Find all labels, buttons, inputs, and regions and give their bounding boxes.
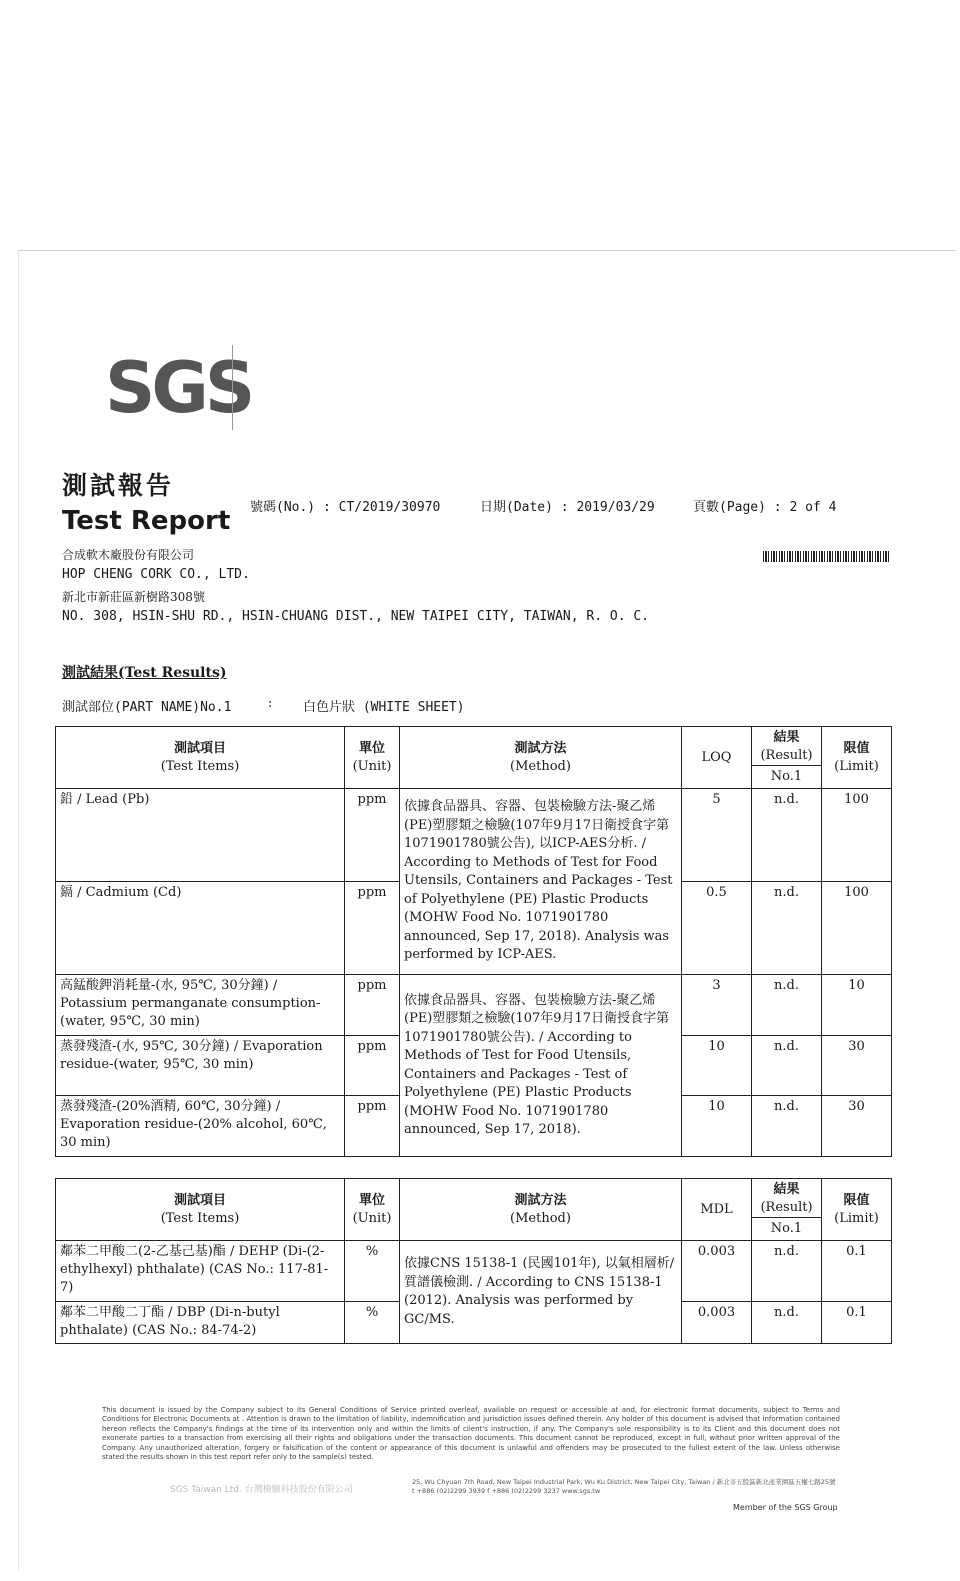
loq-cell: 10 (682, 1036, 752, 1096)
customer-address-en: NO. 308, HSIN-SHU RD., HSIN-CHUANG DIST., NEW TAIPEI CITY, TAIWAN, R. O. C. (62, 609, 649, 624)
footer-address (412, 1478, 836, 1496)
test-item-cell: 鉛 / Lead (Pb) (56, 789, 345, 882)
sgs-logo (105, 347, 252, 429)
limit-cell: 0.1 (822, 1241, 892, 1302)
limit-cell: 30 (822, 1036, 892, 1096)
report-number: 號碼(No.) : CT/2019/30970 (250, 500, 441, 515)
result-cell: n.d. (752, 882, 822, 975)
unit-cell: ppm (345, 975, 400, 1036)
report-page: 頁數(Page) : 2 of 4 (693, 500, 837, 515)
sgs-logo-text: SGS (105, 347, 252, 429)
table-header-row (56, 727, 892, 789)
barcode (763, 551, 890, 562)
mdl-cell: 0.003 (682, 1241, 752, 1302)
method-cell: 依據食品器具、容器、包裝檢驗方法-聚乙烯(PE)塑膠類之檢驗(107年9月17日衛授食字第1071901780號公告). / According to Methods of Test for Food Utensils, Containers and Packages - Test of Polyethylene (PE) Plastic Products (MOHW Food No. 1071901780 announced, Sep 17, 2018). (400, 975, 682, 1157)
header-loq: LOQ (682, 727, 752, 789)
loq-cell: 3 (682, 975, 752, 1036)
loq-cell: 10 (682, 1096, 752, 1157)
table-header-row (56, 1179, 892, 1241)
result-cell: n.d. (752, 1036, 822, 1096)
unit-cell: ppm (345, 882, 400, 975)
customer-name-en: HOP CHENG CORK CO., LTD. (62, 567, 250, 582)
header-test-items: 測試項目 (Test Items) (56, 727, 345, 789)
test-item-cell: 蒸發殘渣-(20%酒精, 60℃, 30分鐘) / Evaporation residue-(20% alcohol, 60℃, 30 min) (56, 1096, 345, 1157)
report-title-cn: 測試報告 (62, 471, 175, 500)
limit-cell: 0.1 (822, 1302, 892, 1344)
test-item-cell: 鎘 / Cadmium (Cd) (56, 882, 345, 975)
header-result: 結果 (Result) No.1 (752, 1179, 822, 1241)
report-title-en: Test Report (62, 506, 231, 536)
unit-cell: % (345, 1241, 400, 1302)
sheet-left-edge (18, 250, 19, 1570)
customer-address-cn: 新北市新莊區新樹路308號 (62, 590, 205, 604)
loq-cell: 0.5 (682, 882, 752, 975)
result-cell: n.d. (752, 975, 822, 1036)
header-limit: 限值 (Limit) (822, 727, 892, 789)
loq-cell: 5 (682, 789, 752, 882)
logo-rule (232, 345, 233, 430)
header-limit: 限值 (Limit) (822, 1179, 892, 1241)
part-name-colon: : (268, 696, 273, 711)
header-test-items: 測試項目 (Test Items) (56, 1179, 345, 1241)
test-item-cell: 鄰苯二甲酸二丁酯 / DBP (Di-n-butyl phthalate) (CAS No.: 84-74-2) (56, 1302, 345, 1344)
table-row (56, 1241, 892, 1302)
footer-disclaimer: This document is issued by the Company subject to its General Conditions of Service printed overleaf, available on request or accessible at and, for electronic format documents, subject to Terms and Conditions for Electronic Documents at . Attention is drawn to the limitation of liability, indemnification and jurisdiction issues defined therein. Any holder of this document is advised that information contained hereon reflects the Company's findings at the time of its intervention only and within the limits of client's instruction, if any. The Company's sole responsibility is to its Client and this document does not exonerate parties to a transaction from exercising all their rights and obligations under the transaction documents. This document cannot be reproduced, except in full, without prior written approval of the Company. Any unauthorized alteration, forgery or falsification of the content or appearance of this document is unlawful and offenders may be prosecuted to the fullest extent of the law. Unless otherwise stated the results shown in this test report refer only to the sample(s) tested. (102, 1406, 840, 1462)
customer-name-cn: 合成軟木廠股份有限公司 (62, 548, 195, 562)
limit-cell: 10 (822, 975, 892, 1036)
table-row (56, 975, 892, 1036)
test-item-cell: 鄰苯二甲酸二(2-乙基己基)酯 / DEHP (Di-(2-ethylhexyl) phthalate) (CAS No.: 117-81-7) (56, 1241, 345, 1302)
results-table-heavy-metals (55, 726, 892, 1157)
unit-cell: ppm (345, 1096, 400, 1157)
unit-cell: % (345, 1302, 400, 1344)
unit-cell: ppm (345, 1036, 400, 1096)
unit-cell: ppm (345, 789, 400, 882)
header-result: 結果 (Result) No.1 (752, 727, 822, 789)
sheet-top-edge (18, 250, 956, 251)
method-cell: 依據食品器具、容器、包裝檢驗方法-聚乙烯(PE)塑膠類之檢驗(107年9月17日衛授食字第1071901780號公告), 以ICP-AES分析. / According to Methods of Test for Food Utensils, Containers and Packages - Test of Polyethylene (PE) Plastic Products (MOHW Food No. 1071901780 announced, Sep 17, 2018). Analysis was performed by ICP-AES. (400, 789, 682, 975)
report-date: 日期(Date) : 2019/03/29 (480, 500, 655, 515)
header-unit: 單位 (Unit) (345, 727, 400, 789)
part-name-label: 測試部位(PART NAME)No.1 (62, 700, 232, 715)
results-table-phthalates (55, 1178, 892, 1344)
result-cell: n.d. (752, 789, 822, 882)
mdl-cell: 0.003 (682, 1302, 752, 1344)
limit-cell: 30 (822, 1096, 892, 1157)
header-method: 測試方法 (Method) (400, 727, 682, 789)
table-row (56, 789, 892, 882)
part-name-value: 白色片狀 (WHITE SHEET) (303, 700, 465, 715)
footer-company: SGS Taiwan Ltd. 台灣檢驗科技股份有限公司 (170, 1485, 353, 1495)
footer-address-line2: t +886 (02)2299 3939 f +886 (02)2299 3237 www.sgs.tw (412, 1487, 601, 1495)
header-method: 測試方法 (Method) (400, 1179, 682, 1241)
limit-cell: 100 (822, 789, 892, 882)
header-unit: 單位 (Unit) (345, 1179, 400, 1241)
section-title: 測試結果(Test Results) (62, 665, 227, 681)
method-cell: 依據CNS 15138-1 (民國101年), 以氣相層析/質譜儀檢測. / According to CNS 15138-1 (2012). Analysis was performed by GC/MS. (400, 1241, 682, 1344)
footer-address-line1: 25, Wu Chyuan 7th Road, New Taipei Industrial Park, Wu Ku District, New Taipei City, Taiwan / 新北市五股區新北產業園區五權七路25號 (412, 1478, 836, 1486)
result-cell: n.d. (752, 1241, 822, 1302)
header-mdl: MDL (682, 1179, 752, 1241)
test-item-cell: 高錳酸鉀消耗量-(水, 95℃, 30分鐘) / Potassium permanganate consumption-(water, 95℃, 30 min) (56, 975, 345, 1036)
footer-member: Member of the SGS Group (733, 1503, 838, 1512)
result-cell: n.d. (752, 1096, 822, 1157)
test-item-cell: 蒸發殘渣-(水, 95℃, 30分鐘) / Evaporation residue-(water, 95℃, 30 min) (56, 1036, 345, 1096)
limit-cell: 100 (822, 882, 892, 975)
result-cell: n.d. (752, 1302, 822, 1344)
